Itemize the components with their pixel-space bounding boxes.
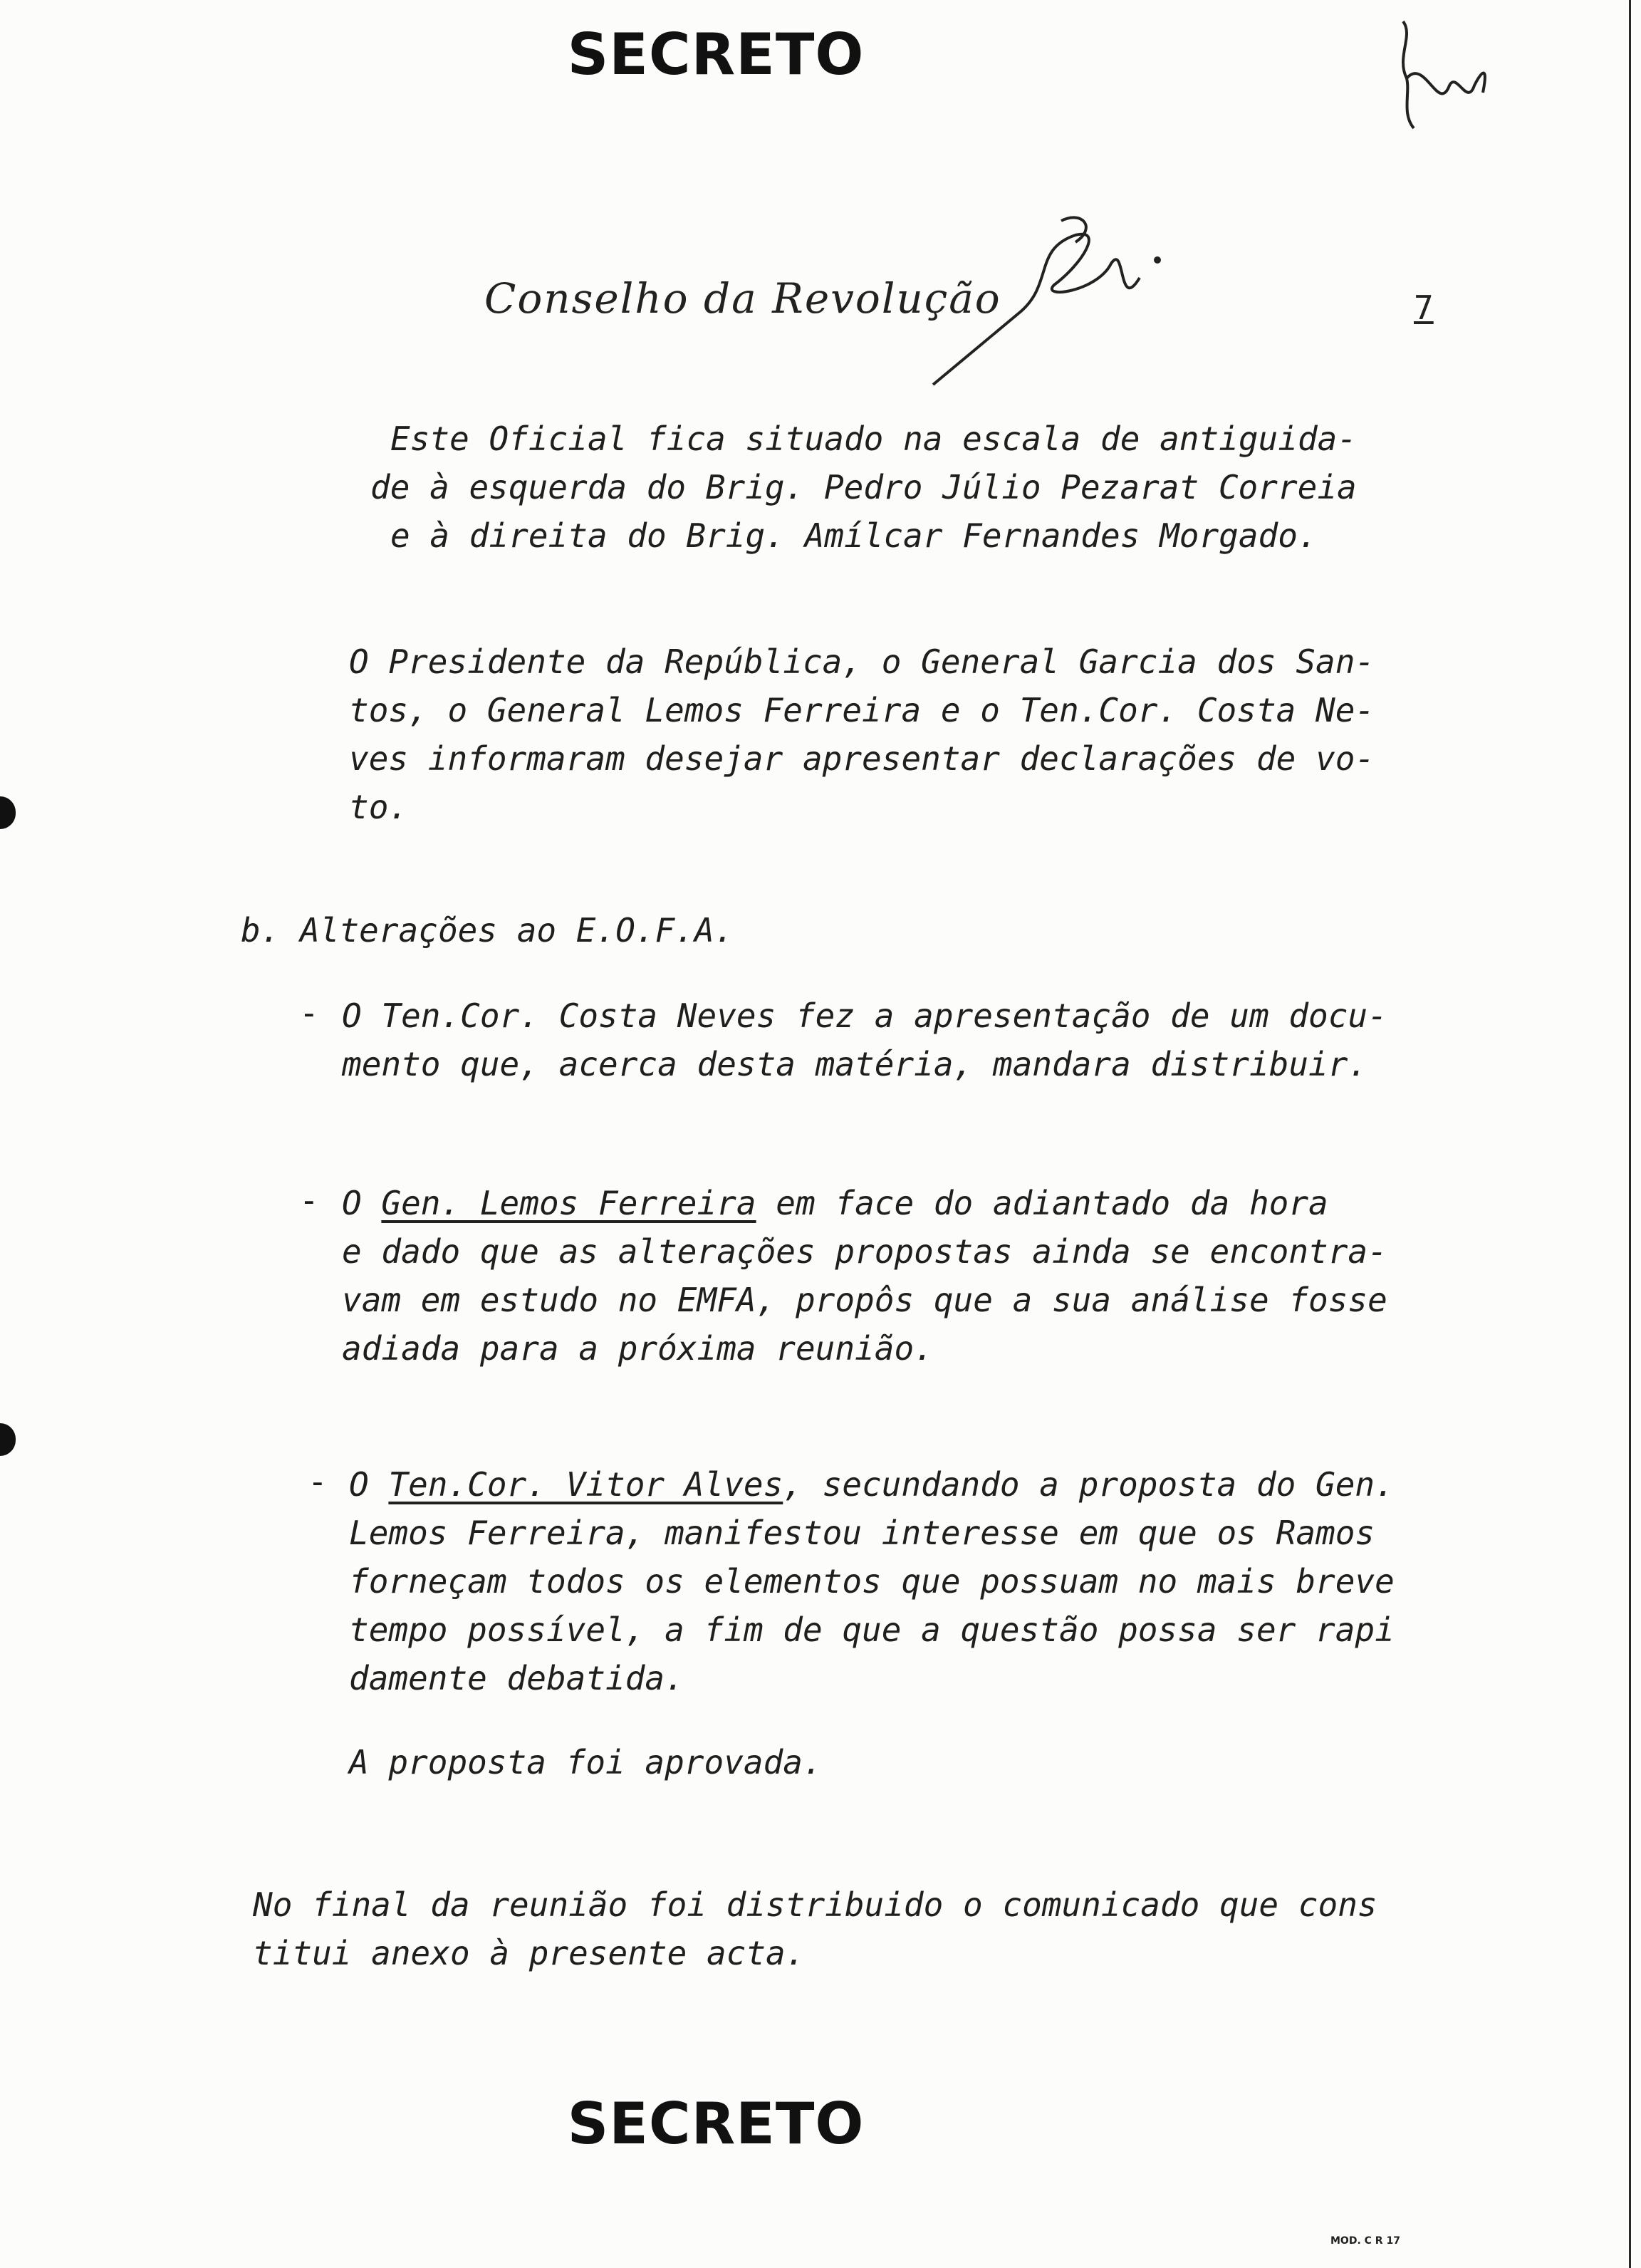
punch-hole-mark: [0, 796, 16, 829]
text-line: to.: [349, 788, 409, 826]
text-line: e dado que as alterações propostas ainda se encontra-: [342, 1232, 1387, 1271]
handwritten-initials-signature: [1389, 14, 1496, 142]
speaker-name-underlined: Gen. Lemos Ferreira: [381, 1184, 756, 1222]
list-dash: -: [308, 1462, 328, 1501]
text-line: tempo possível, a fim de que a questão possa ser rapi: [349, 1611, 1395, 1649]
text-line: O Ten.Cor. Costa Neves fez a apresentação de um docu-: [342, 997, 1387, 1035]
line-prefix: O: [349, 1465, 389, 1504]
classification-stamp-bottom: SECRETO: [567, 2091, 865, 2157]
line-rest: , secundando a proposta do Gen.: [783, 1465, 1395, 1504]
approval-text: A proposta foi aprovada.: [349, 1743, 823, 1781]
speaker-name-underlined: Ten.Cor. Vitor Alves: [388, 1465, 783, 1504]
text-line: O Presidente da República, o General Garcia dos San-: [349, 643, 1375, 681]
text-line: adiada para a próxima reunião.: [342, 1329, 934, 1368]
page-edge-line: [1629, 0, 1631, 2268]
list-dash: -: [299, 1181, 319, 1219]
classification-stamp-top: SECRETO: [567, 21, 865, 88]
line-prefix: O: [342, 1184, 382, 1222]
form-code: MOD. C R 17: [1330, 2235, 1400, 2247]
text-line: [342, 1179, 1328, 1227]
text-line: mento que, acerca desta matéria, mandara distribuir.: [342, 1045, 1368, 1083]
text-line: damente debatida.: [349, 1659, 684, 1697]
text-line: tos, o General Lemos Ferreira e o Ten.Cor. Costa Ne-: [349, 691, 1375, 729]
text-line: Este Oficial fica situado na escala de antiguida-: [390, 420, 1358, 458]
text-line: [349, 1460, 1395, 1509]
text-line: forneçam todos os elementos que possuam no mais breve: [349, 1562, 1395, 1601]
page-number: 7: [1414, 288, 1434, 327]
text-line: e à direita do Brig. Amílcar Fernandes Morgado.: [390, 516, 1318, 555]
text-line: Lemos Ferreira, manifestou interesse em que os Ramos: [349, 1514, 1375, 1552]
text-line: vam em estudo no EMFA, propôs que a sua análise fosse: [342, 1281, 1387, 1319]
section-heading: b. Alterações ao E.O.F.A.: [241, 911, 734, 950]
list-dash: -: [299, 994, 319, 1032]
letterhead-title: Conselho da Revolução: [484, 274, 1001, 323]
text-line: No final da reunião foi distribuido o comunicado que cons: [253, 1885, 1377, 1924]
text-line: titui anexo à presente acta.: [253, 1934, 806, 1972]
text-line: de à esquerda do Brig. Pedro Júlio Pezarat Correia: [370, 468, 1357, 506]
line-rest: em face do adiantado da hora: [756, 1184, 1328, 1222]
punch-hole-mark: [0, 1423, 16, 1456]
text-line: ves informaram desejar apresentar declarações de vo-: [349, 739, 1375, 778]
